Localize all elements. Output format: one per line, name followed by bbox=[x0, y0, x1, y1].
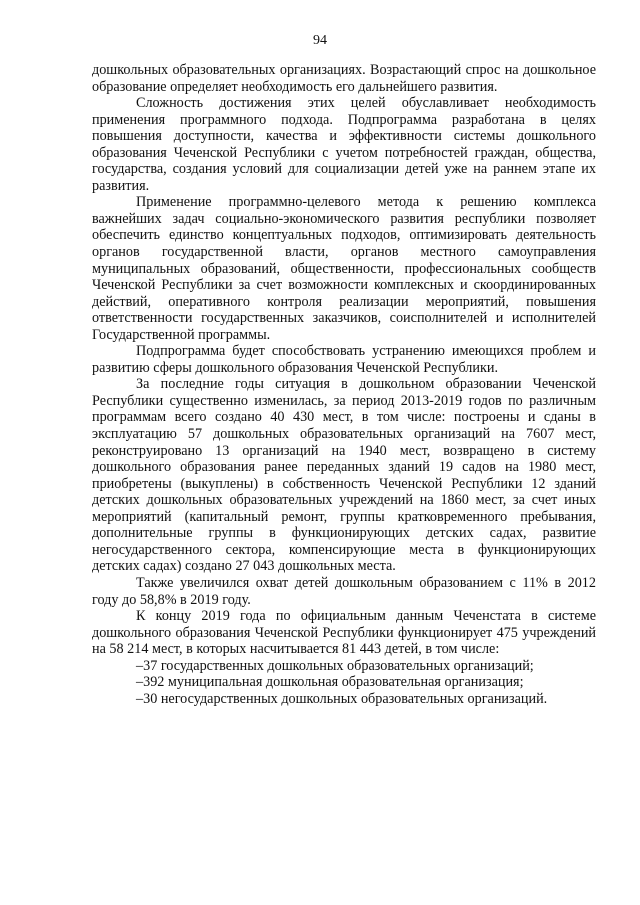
paragraph-2: Сложность достижения этих целей обуславливает необходимость применения программного подхода. Подпрограмма разработана в целях повышения доступности, качества и эффективности системы дошкольного образования Чеченской Республики с учетом потребностей граждан, общества, государства, создания условий для социализации детей уже на раннем этапе их развития. bbox=[92, 95, 596, 194]
paragraph-7: К концу 2019 года по официальным данным Чеченстата в системе дошкольного образования Чеченской Республики функционирует 475 учреждений на 58 214 мест, в которых насчитывается 81 443 детей, в том числе: bbox=[92, 608, 596, 658]
list-item-private: –30 негосударственных дошкольных образовательных организаций. bbox=[136, 690, 548, 707]
paragraph-1: дошкольных образовательных организациях. Возрастающий спрос на дошкольное образование определяет необходимость его дальнейшего развития. bbox=[92, 62, 596, 95]
list-item-municipal: –392 муниципальная дошкольная образовательная организация; bbox=[136, 674, 524, 691]
list-item-state: –37 государственных дошкольных образовательных организаций; bbox=[136, 657, 534, 674]
paragraph-5: За последние годы ситуация в дошкольном образовании Чеченской Республики существенно изменилась, за период 2013-2019 годов по различным программам всего создано 40 430 мест, в том числе: построены и сданы в эксплуатацию 57 дошкольных образовательных организаций на 7607 мест, реконструировано 13 организаций на 1940 мест, возвращено в систему дошкольного образования ранее переданных зданий 19 садов на 1980 мест, приобретены (выкуплены) в собственность Чеченской Республики 12 зданий детских дошкольных образовательных учреждений на 1860 мест, за счет иных мероприятий (капитальный ремонт, группы кратковременного пребывания, дополнительные группы в функционирующих детских садах, развитие негосударственного сектора, компенсирующие места в функционирующих детских садах) создано 27 043 дошкольных места. bbox=[92, 376, 596, 575]
paragraph-3: Применение программно-целевого метода к решению комплекса важнейших задач социально-экономического развития республики позволяет обеспечить единство концептуальных подходов, оптимизировать деятельность органов государственной власти, органов местного самоуправления муниципальных образований, общественности, профессиональных сообществ Чеченской Республики за счет возможности комплексных и скоординированных действий, оперативного контроля реализации мероприятий, повышения ответственности государственных заказчиков, соисполнителей и исполнителей Государственной программы. bbox=[92, 194, 596, 343]
paragraph-6: Также увеличился охват детей дошкольным образованием с 11% в 2012 году до 58,8% в 2019 году. bbox=[92, 574, 596, 608]
page-number: 94 bbox=[313, 33, 327, 48]
paragraph-4: Подпрограмма будет способствовать устранению имеющихся проблем и развитию сферы дошкольного образования Чеченской Республики. bbox=[92, 343, 596, 376]
document-body bbox=[92, 62, 596, 707]
